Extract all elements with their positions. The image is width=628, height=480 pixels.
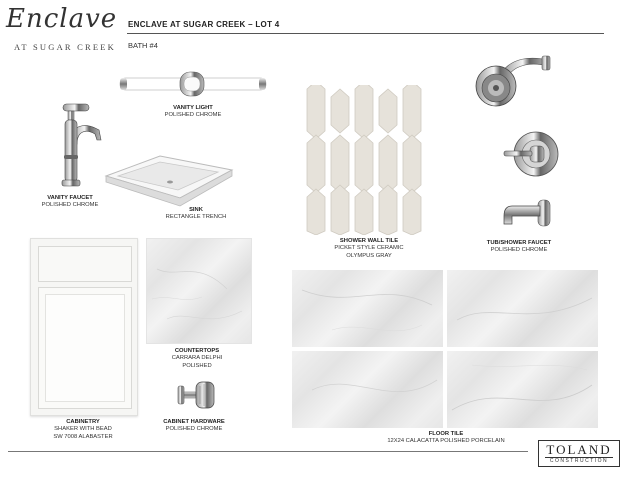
shower-wall-tile-title: SHOWER WALL TILE	[339, 238, 399, 244]
shower-head-image	[472, 50, 552, 112]
floor-tile-image	[292, 270, 598, 428]
vanity-faucet-caption	[42, 195, 99, 210]
vanity-light-caption	[165, 105, 222, 120]
countertops-caption	[172, 348, 223, 370]
cabinet-hardware-image	[176, 378, 220, 412]
toland-logo	[538, 440, 620, 467]
tub-spout-image	[502, 196, 554, 236]
cabinetry-title: CABINETRY	[66, 419, 100, 425]
cabinetry-detail-1: SHAKER WITH BEAD	[54, 426, 112, 433]
page-subtitle: BATH #4	[128, 41, 158, 50]
floor-tile-title: FLOOR TILE	[428, 431, 464, 437]
countertops-detail-1: CARRARA DELPHI	[171, 355, 223, 362]
toland-logo-sub: CONSTRUCTION	[545, 457, 613, 464]
header-divider	[127, 33, 604, 34]
cabinetry-detail-2: SW 7008 ALABASTER	[53, 433, 113, 440]
shower-wall-tile-image	[300, 85, 440, 235]
cabinetry-caption	[53, 419, 112, 441]
vanity-faucet-detail: POLISHED CHROME	[41, 202, 99, 209]
countertops-title: COUNTERTOPS	[174, 348, 220, 354]
sink-title: SINK	[189, 207, 203, 213]
tub-shower-faucet-caption	[487, 240, 551, 255]
enclave-logo-subtitle: AT SUGAR CREEK	[14, 42, 116, 52]
countertops-detail-2: POLISHED	[182, 362, 212, 369]
cabinet-hardware-title: CABINET HARDWARE	[163, 419, 225, 425]
countertop-swatch	[146, 238, 252, 344]
sink-image	[104, 152, 234, 210]
vanity-faucet-title: VANITY FAUCET	[47, 195, 93, 201]
vanity-light-title: VANITY LIGHT	[173, 105, 213, 111]
cabinetry-image	[30, 238, 138, 416]
footer-divider	[8, 451, 528, 452]
shower-wall-tile-detail-1: PICKET STYLE CERAMIC	[334, 245, 404, 252]
cabinet-hardware-caption	[163, 419, 225, 434]
cabinet-hardware-detail: POLISHED CHROME	[165, 426, 223, 433]
tub-shower-faucet-detail: POLISHED CHROME	[490, 247, 548, 254]
vanity-light-image	[118, 66, 268, 102]
toland-logo-name: TOLAND	[546, 442, 612, 457]
vanity-light-detail: POLISHED CHROME	[164, 112, 222, 119]
enclave-logo: Enclave	[6, 4, 118, 34]
shower-valve-image	[500, 128, 560, 180]
shower-wall-tile-caption	[334, 238, 403, 260]
tub-shower-faucet-title: TUB/SHOWER FAUCET	[486, 240, 552, 246]
floor-tile-detail: 12X24 CALACATTA POLISHED PORCELAIN	[387, 438, 505, 445]
floor-tile-caption	[387, 431, 504, 446]
page-title: ENCLAVE AT SUGAR CREEK – LOT 4	[128, 20, 280, 29]
sink-detail: RECTANGLE TRENCH	[165, 214, 227, 221]
shower-wall-tile-detail-2: OLYMPUS GRAY	[346, 252, 392, 259]
sink-caption	[166, 207, 227, 222]
